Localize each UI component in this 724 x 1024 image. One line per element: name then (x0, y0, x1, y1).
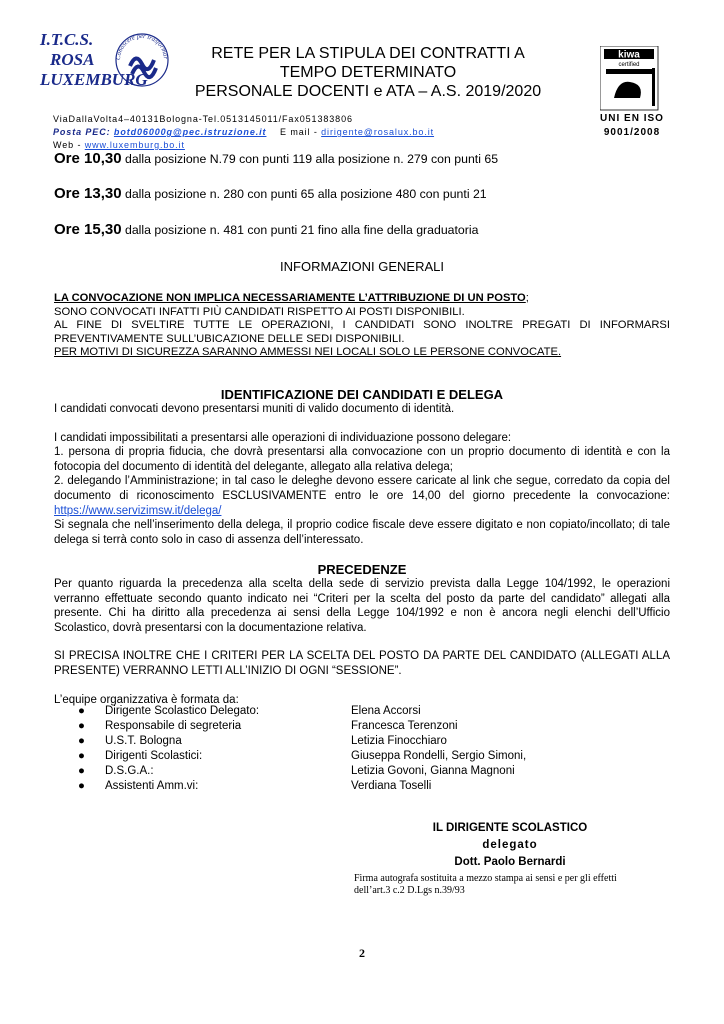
school-contacts (53, 113, 434, 152)
logo-line-1: I.T.C.S. (40, 30, 94, 49)
schedule-text: dalla posizione n. 481 con punti 21 fino alla fine della graduatoria (124, 223, 479, 237)
info-line-4: PER MOTIVI DI SICUREZZA SARANNO AMMESSI NEI LOCALI SOLO LE PERSONE CONVOCATE. (54, 346, 562, 358)
delega-link[interactable]: https://www.servizimsw.it/delega/ (54, 504, 222, 517)
bullet-icon: ● (78, 735, 85, 747)
staff-row (78, 704, 526, 719)
identification-section (54, 402, 670, 547)
precedence-p2: SI PRECISA INOLTRE CHE I CRITERI PER LA SCELTA DEL POSTO DA PARTE DEL CANDIDATO (ALLEGATI ALLA PRESENTE) VERRANNO LETTI ALL’INIZIO DI OGNI “SESSIONE”. (54, 650, 670, 677)
iso-certification (582, 112, 682, 140)
staff-row (78, 719, 526, 734)
info-line-2: SONO CONVOCATI INFATTI PIÙ CANDIDATI RISPETTO AI POSTI DISPONIBILI. (54, 305, 465, 318)
precedence-title: PRECEDENZE (317, 562, 407, 577)
bullet-icon: ● (78, 780, 85, 792)
signature-delegate: delegato (482, 839, 538, 851)
schedule-time: Ore 10,30 (54, 150, 122, 167)
staff-list (78, 704, 526, 794)
bullet-icon: ● (78, 705, 85, 717)
logo-line-3: LUXEMBURG (40, 70, 148, 89)
staff-row (78, 749, 526, 764)
email-link[interactable]: dirigente@rosalux.bo.it (321, 127, 435, 137)
title-line-3: PERSONALE DOCENTI e ATA – A.S. 2019/2020 (194, 83, 542, 100)
info-line-1 (54, 292, 670, 306)
staff-role: D.S.G.A.: (105, 765, 154, 777)
schedule-time: Ore 13,30 (54, 185, 122, 202)
identification-p1: I candidati convocati devono presentarsi muniti di valido documento di identità. (54, 403, 455, 415)
precedence-section (54, 577, 670, 707)
kiwa-brand-text: kiwa (618, 49, 640, 61)
info-section (54, 292, 670, 360)
page-number: 2 (359, 946, 365, 960)
team-intro: L’equipe organizzativa è formata da: (54, 693, 239, 706)
signature-note-2: dell’art.3 c.2 D.Lgs n.39/93 (354, 885, 465, 896)
schedule-text: dalla posizione N.79 con punti 119 alla posizione n. 279 con punti 65 (124, 152, 499, 166)
staff-role: Responsabile di segreteria (105, 720, 242, 732)
bullet-icon: ● (78, 720, 85, 732)
staff-role: Dirigenti Scolastici: (105, 750, 203, 762)
staff-role: U.S.T. Bologna (105, 735, 182, 747)
identification-title: IDENTIFICAZIONE DEI CANDIDATI E DELEGA (220, 387, 504, 402)
bullet-icon: ● (78, 765, 85, 777)
staff-name: Giuseppa Rondelli, Sergio Simoni, (351, 750, 527, 762)
staff-name: Elena Accorsi (351, 705, 421, 717)
logo-line-2: ROSA (50, 50, 95, 69)
email-label: E mail - (280, 127, 318, 137)
signature-title: IL DIRIGENTE SCOLASTICO (432, 822, 588, 834)
web-label: Web - (53, 140, 82, 150)
kiwa-sub-text: certified (618, 62, 640, 68)
identification-p4-text: 2. delegando l’Amministrazione; in tal caso le deleghe devono essere caricate al link che segue, corredato da copia del documento di riconoscimento ESCLUSIVAMENTE entro le ore 14,00 del giorno precedente la convocazione: (54, 475, 670, 502)
schedule-row (54, 150, 498, 167)
logo-seal-text: Conoscere per trasformar (114, 32, 169, 61)
info-line-1-rest: ; (525, 292, 529, 304)
identification-p4 (54, 474, 670, 518)
title-line-1: RETE PER LA STIPULA DEI CONTRATTI A (211, 45, 525, 62)
svg-text:Conoscere per trasformare (112, 30, 169, 60)
signature-note-1: Firma autografa sostituita a mezzo stampa ai sensi e per gli effetti (354, 873, 617, 884)
address-line: ViaDallaVolta4–40131Bologna-Tel.0513145011/Fax051383806 (53, 114, 353, 124)
schedule-text: dalla posizione n. 280 con punti 65 alla posizione 480 con punti 21 (124, 187, 487, 201)
logo-seal-icon (112, 30, 172, 90)
iso-line-2: 9001/2008 (603, 127, 661, 138)
school-logo (40, 30, 175, 102)
pec-label: Posta PEC: (53, 127, 111, 137)
info-title: INFORMAZIONI GENERALI (280, 259, 444, 274)
staff-name: Francesca Terenzoni (351, 720, 458, 732)
staff-name: Letizia Finocchiaro (351, 735, 447, 747)
staff-row (78, 734, 526, 749)
schedule-row (54, 185, 487, 202)
staff-role: Assistenti Amm.vi: (105, 780, 199, 792)
document-title (188, 44, 548, 101)
info-line-3: AL FINE DI SVELTIRE TUTTE LE OPERAZIONI, I CANDIDATI SONO INOLTRE PREGATI DI INFORMARSI PREVENTIVAMENTE SULL’UBICAZIONE DELLE SEDI DISPONIBILI. (54, 319, 670, 345)
staff-row (78, 764, 526, 779)
signature-block (410, 820, 610, 871)
kiwa-badge-icon (600, 46, 660, 112)
schedule-time: Ore 15,30 (54, 221, 122, 238)
precedence-p1: Per quanto riguarda la precedenza alla scelta della sede di servizio prevista dalla Legge 104/1992, le operazioni verranno effettuate secondo quanto indicato nei “Criteri per la scelta del posto da parte del candidato” allegati alla presente. Chi ha diritto alla precedenza ai sensi della Legge 104/1992 e non è ancora negli elenchi dell’Ufficio Scolastico, dovrà presentarsi con la documentazione relativa. (54, 578, 670, 634)
staff-name: Verdiana Toselli (351, 780, 432, 792)
web-link[interactable]: www.luxemburg.bo.it (84, 140, 185, 150)
staff-name: Letizia Govoni, Gianna Magnoni (351, 765, 515, 777)
title-line-2: TEMPO DETERMINATO (279, 64, 457, 81)
signature-name: Dott. Paolo Bernardi (454, 856, 566, 868)
bullet-icon: ● (78, 750, 85, 762)
staff-row (78, 779, 526, 794)
email-line (53, 126, 434, 139)
info-line-1-bold: LA CONVOCAZIONE NON IMPLICA NECESSARIAMENTE L’ATTRIBUZIONE DI UN POSTO (54, 292, 526, 304)
schedule-row (54, 221, 478, 238)
kiwa-certification-badge (600, 46, 660, 116)
identification-p2: I candidati impossibilitati a presentarsi alle operazioni di individuazione possono delegare: (54, 431, 512, 444)
pec-link[interactable]: botd06000g@pec.istruzione.it (113, 127, 267, 137)
identification-p5: Si segnala che nell’inserimento della delega, il proprio codice fiscale deve essere digitato e non copiato/incollato; di tale delega si terrà conto solo in caso di assenza dell’interessato. (54, 519, 670, 546)
identification-p3: 1. persona di propria fiducia, che dovrà presentarsi alla convocazione con un proprio documento di identità e con la fotocopia del documento di identità del delegante, allegato alla relativa delega; (54, 446, 670, 473)
iso-line-1: UNI EN ISO (600, 113, 664, 124)
signature-note (354, 873, 654, 897)
staff-role: Dirigente Scolastico Delegato: (105, 705, 260, 717)
